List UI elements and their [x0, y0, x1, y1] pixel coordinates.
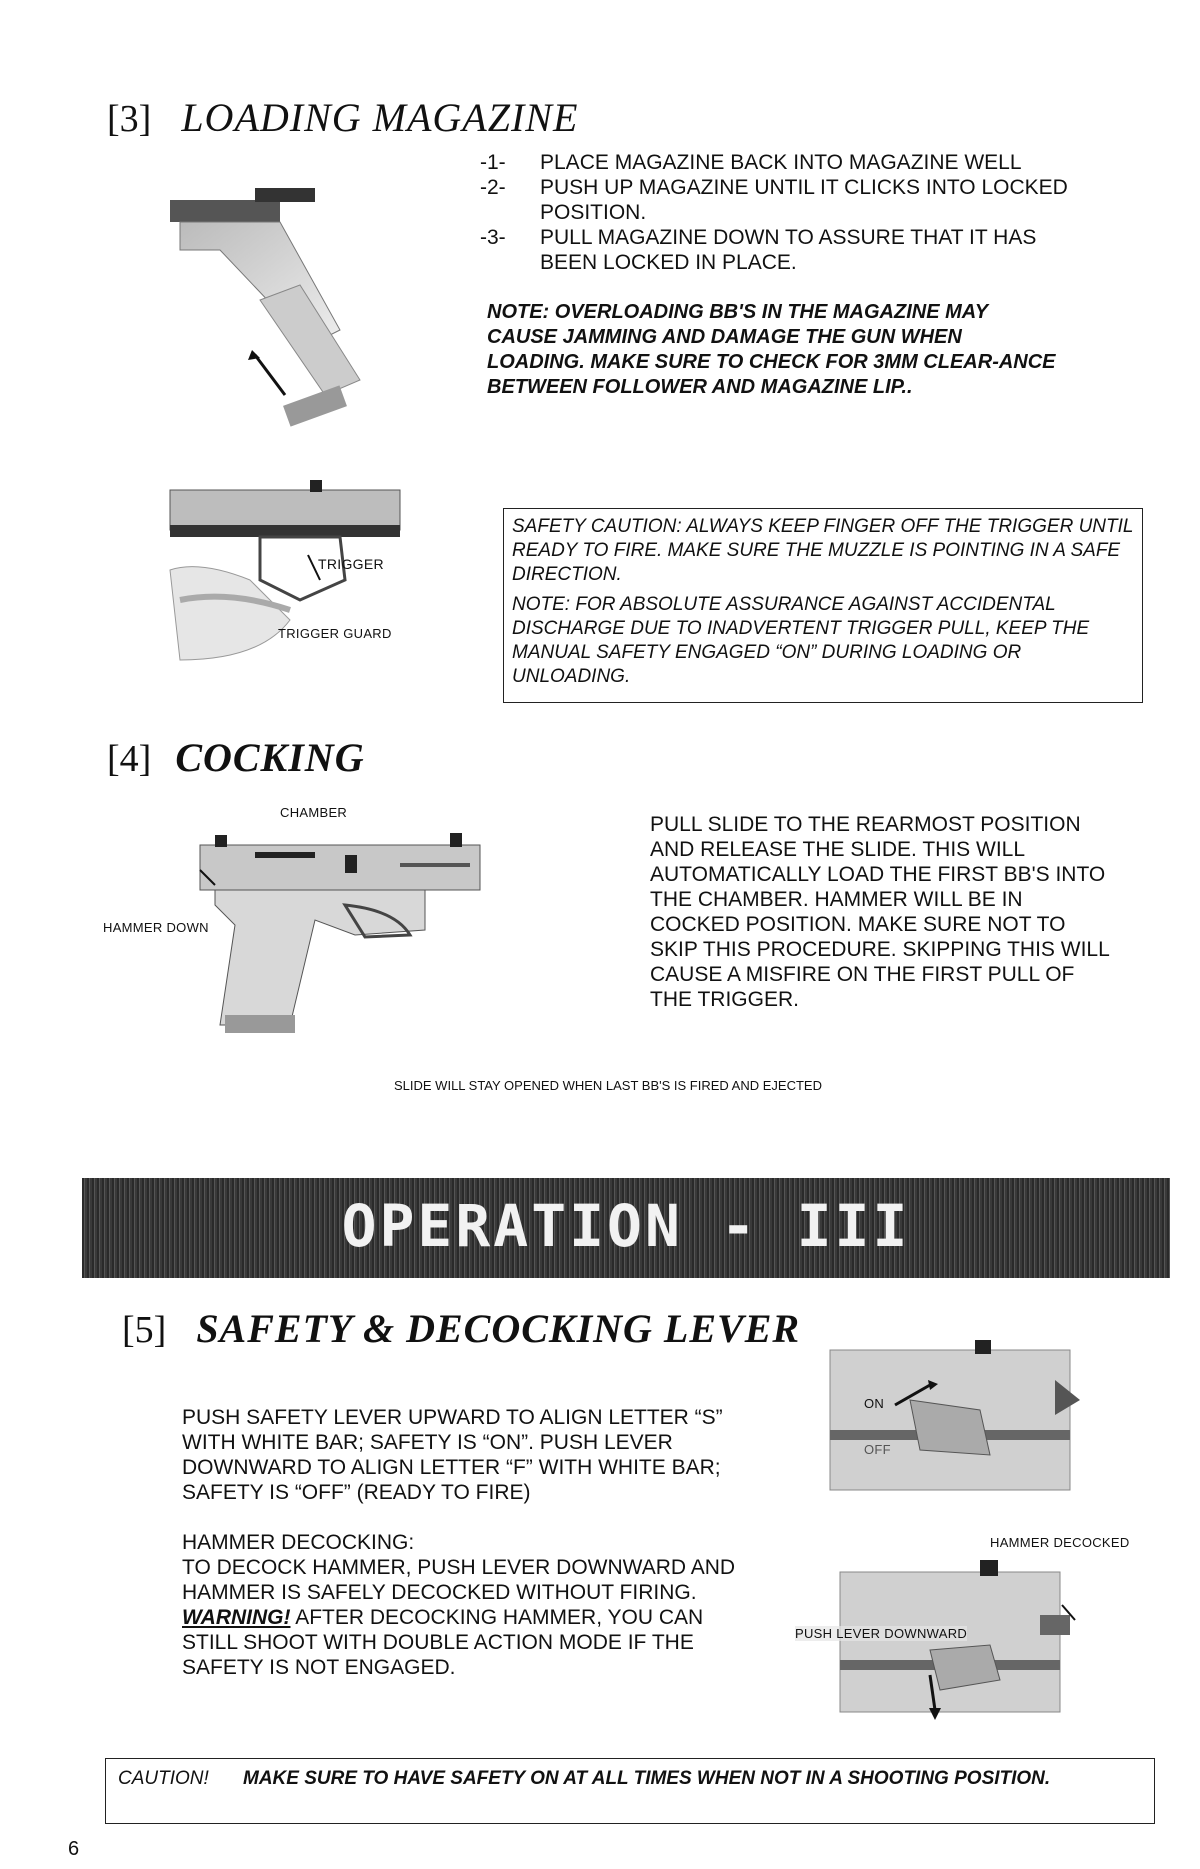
decocking-text-2: AFTER DECOCKING HAMMER, YOU CAN STILL SHOOT WITH DOUBLE ACTION MODE IF THE SAFETY IS NOT ENGAGED. [182, 1606, 704, 1679]
decocking-warning: WARNING! [182, 1606, 291, 1629]
safety-note-text: NOTE: FOR ABSOLUTE ASSURANCE AGAINST ACCIDENTAL DISCHARGE DUE TO INADVERTENT TRIGGER PULL, KEEP THE MANUAL SAFETY ENGAGED “ON” DURING LOADING OR UNLOADING. [512, 594, 1090, 687]
operation-banner [82, 1178, 1170, 1278]
caution-label: CAUTION! [118, 1768, 209, 1789]
step-number: -3- [480, 226, 506, 249]
step-number: -2- [480, 176, 506, 199]
section4-heading [107, 734, 365, 781]
decocking-lever-illustration [840, 1560, 1080, 1730]
cocking-text: PULL SLIDE TO THE REARMOST POSITION AND RELEASE THE SLIDE. THIS WILL AUTOMATICALLY LOAD THE FIRST BB'S INTO THE CHAMBER. HAMMER WILL BE IN COCKED POSITION. MAKE SURE NOT TO SKIP THIS PROCEDURE. SKIPPING THIS WILL CAUSE A MISFIRE ON THE FIRST PULL OF THE TRIGGER. [650, 813, 1110, 1011]
decocking-block [182, 1530, 742, 1680]
chamber-label: CHAMBER [280, 805, 348, 820]
trigger-illustration [140, 470, 440, 680]
step-text: PLACE MAGAZINE BACK INTO MAGAZINE WELL [540, 151, 1022, 174]
decocking-heading: HAMMER DECOCKING: [182, 1531, 415, 1554]
trigger-label: TRIGGER [318, 556, 384, 572]
caution-text: MAKE SURE TO HAVE SAFETY ON AT ALL TIMES WHEN NOT IN A SHOOTING POSITION. [243, 1768, 1051, 1789]
slide-note: SLIDE WILL STAY OPENED WHEN LAST BB'S IS FIRED AND EJECTED [394, 1078, 822, 1093]
step-item [480, 150, 1080, 175]
hammer-down-label: HAMMER DOWN [103, 920, 209, 935]
section5-number: [5] [122, 1309, 167, 1351]
banner-title: OPERATION - III [341, 1192, 911, 1260]
step-text: PULL MAGAZINE DOWN TO ASSURE THAT IT HAS BEEN LOCKED IN PLACE. [540, 226, 1037, 274]
on-label: ON [864, 1396, 885, 1411]
section3-heading [107, 94, 578, 141]
decocking-text-1: TO DECOCK HAMMER, PUSH LEVER DOWNWARD AND HAMMER IS SAFELY DECOCKED WITHOUT FIRING. [182, 1556, 736, 1604]
step-item [480, 225, 1080, 275]
safety-lever-text: PUSH SAFETY LEVER UPWARD TO ALIGN LETTER “S” WITH WHITE BAR; SAFETY IS “ON”. PUSH LEVER DOWNWARD TO ALIGN LETTER “F” WITH WHITE BAR; SAFETY IS “OFF” (READY TO FIRE) [182, 1406, 723, 1504]
section3-number: [3] [107, 98, 152, 140]
page-number: 6 [68, 1838, 80, 1860]
caution-box [105, 1758, 1155, 1824]
safety-caution-text: SAFETY CAUTION: ALWAYS KEEP FINGER OFF THE TRIGGER UNTIL READY TO FIRE. MAKE SURE THE MUZZLE IS POINTING IN A SAFE DIRECTION. [512, 516, 1134, 585]
section4-title: COCKING [175, 735, 365, 780]
section3-title: LOADING MAGAZINE [181, 95, 579, 140]
section5-title: SAFETY & DECOCKING LEVER [196, 1306, 801, 1351]
off-label: OFF [864, 1442, 891, 1457]
push-lever-label: PUSH LEVER DOWNWARD [795, 1626, 968, 1641]
section5-heading [122, 1305, 800, 1352]
safety-lever-illustration [830, 1340, 1090, 1500]
step-item [480, 175, 1080, 225]
safety-caution-box [503, 508, 1143, 703]
step-number: -1- [480, 151, 506, 174]
section3-steps [480, 150, 1080, 275]
overloading-note: NOTE: OVERLOADING BB'S IN THE MAGAZINE MAY CAUSE JAMMING AND DAMAGE THE GUN WHEN LOADING. MAKE SURE TO CHECK FOR 3MM CLEAR-ANCE BETWEEN FOLLOWER AND MAGAZINE LIP.. [487, 301, 1056, 398]
trigger-guard-label: TRIGGER GUARD [278, 626, 392, 641]
hammer-decocked-label: HAMMER DECOCKED [990, 1535, 1130, 1550]
section4-number: [4] [107, 738, 152, 780]
magazine-loading-illustration [160, 180, 380, 420]
step-text: PUSH UP MAGAZINE UNTIL IT CLICKS INTO LOCKED POSITION. [540, 176, 1068, 224]
cocking-illustration [195, 825, 495, 1045]
